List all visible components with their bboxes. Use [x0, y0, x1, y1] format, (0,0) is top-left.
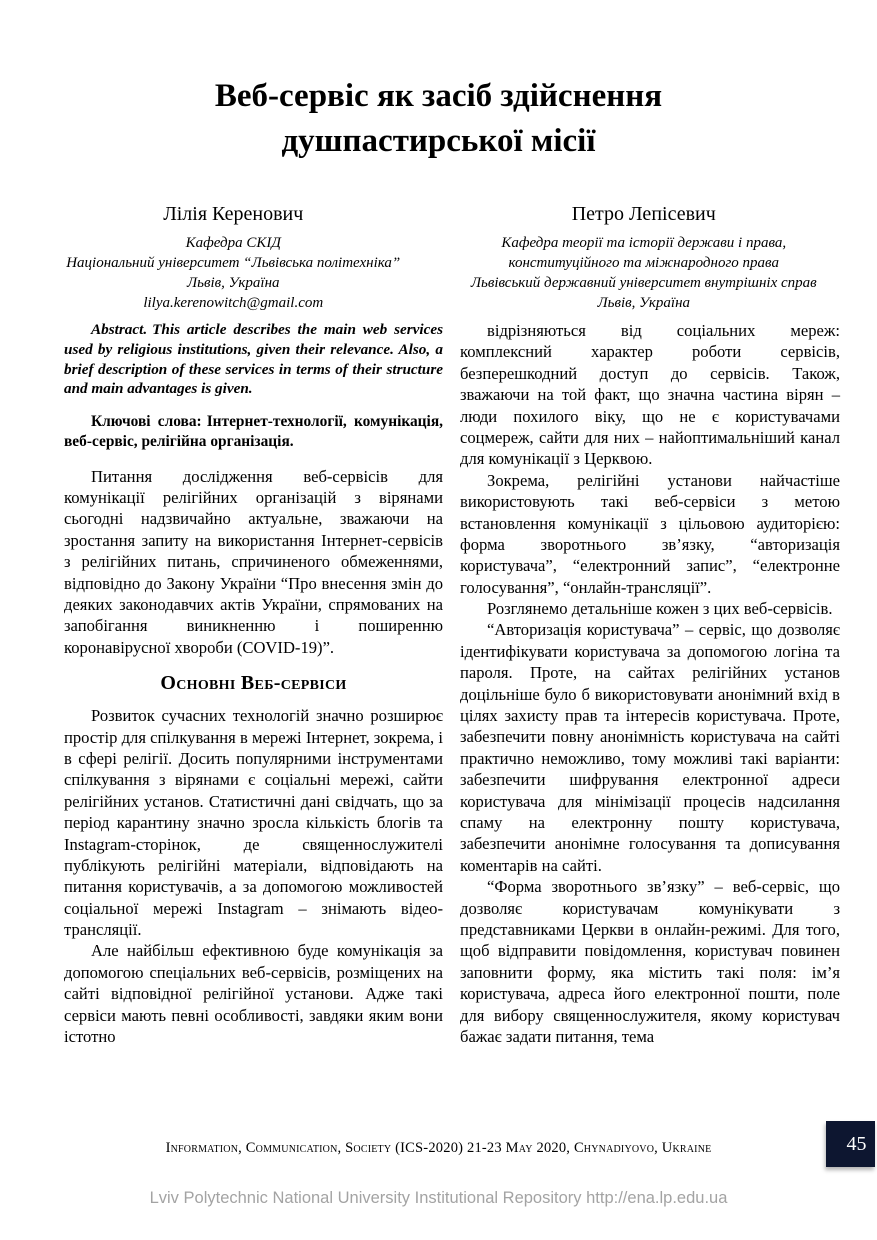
author-block-1 — [28, 203, 439, 314]
keywords — [64, 412, 443, 453]
section-heading: Основні Веб-сервіси — [160, 672, 347, 695]
abstract-label: Abstract. — [91, 321, 148, 338]
body-paragraph: Розвиток сучасних технологій значно розширює простір для спілкування в мережі Інтернет, зокрема, і в сфері релігії. Досить популярними інструментами спілкування з вірянами є соціальні мережі, сайти релігійних установ. Статистичні дані свідчать, що за період карантину значно зросла кількість блогів та Instagram-сторінок, де священнослужителі публікують релігійні матеріали, відповідають на питання користувачів, а за допомогою можливостей соціальної мережі Instagram – знімають відео-трансляції. — [64, 706, 443, 940]
keywords-text: Інтернет-технології, комунікація, веб-сервіс, релігійна організація. — [64, 413, 443, 451]
author-affiliation-line: Львів, Україна — [597, 294, 691, 311]
body-paragraph: Питання дослідження веб-сервісів для комунікації релігійних організацій з вірянами сьогодні надзвичайно актуальне, зважаючи на зростання запиту на використання Інтернет-сервісів з релігійних питань, спричиненого обмеженнями, відповідно до Закону України “Про внесення змін до деяких законодавчих актів України, спрямованих на запобігання виникненню і поширенню коронавірусної хвороби (COVID-19)”. — [64, 466, 443, 657]
body-paragraph: “Форма зворотнього зв’язку” – веб-сервіс, що дозволяє користувачам комунікувати з представниками Церкви в онлайн-режимі. Для того, щоб відправити повідомлення, користувач повинен заповнити форму, яка містить такі поля: ім’я користувача, адреса його електронної пошти, поле для вибору священнослужителя, якому користувач бажає задати питання, тема — [460, 877, 840, 1046]
body-paragraph: Розглянемо детальніше кожен з цих веб-сервісів. — [487, 599, 833, 619]
author-affiliation-line: Кафедра СКІД — [185, 235, 281, 251]
author-affiliation-line: Національний університет “Львівська політехніка” — [66, 254, 401, 271]
author-affiliation-line: Кафедра теорії та історії держави і права, — [501, 235, 787, 251]
abstract-text: This article describes the main web services used by religious institutions, given their relevance. Also, a brief description of these services in terms of their structure and main advantages is given. — [64, 321, 443, 398]
body-paragraph: Зокрема, релігійні установи найчастіше використовують такі веб-сервіси з метою встановлення комунікації з цільовою аудиторією: форма зворотнього зв’язку, “авторизація користувача”, “електронний запис”, “електронне голосування”, “онлайн-трансляції”. — [460, 470, 840, 597]
body-paragraph: відрізняються від соціальних мереж: комплексний характер роботи сервісів, безперешкодний доступ до сервісів. Також, зважаючи на той факт, що значна частина вірян – люди похилого віку, що не є користувачами соцмереж, сайти для них – найоптимальніший канал для комунікації з Церквою. — [460, 321, 840, 469]
body-paragraph: Але найбільш ефективною буде комунікація за допомогою спеціальних веб-сервісів, розміщених на сайті відповідної релігійної установи. Адже такі сервіси мають певні особливості, завдяки яким вони істотно — [64, 941, 443, 1047]
repository-footer: Lviv Polytechnic National University Institutional Repository http://ena.lp.edu.ua — [149, 1189, 728, 1207]
authors-row — [28, 203, 849, 314]
page-number-badge: 45 — [826, 1121, 875, 1167]
author-name: Петро Лепісевич — [571, 203, 716, 225]
author-affiliation-line: Львівський державний університет внутрішніх справ — [470, 274, 817, 291]
body-columns — [64, 320, 840, 1047]
paper-title: Веб-сервіс як засіб здійснення душпастирської місії — [214, 78, 663, 159]
keywords-label: Ключові слова: — [91, 413, 202, 430]
author-name: Лілія Керенович — [163, 203, 304, 225]
body-paragraph: “Авторизація користувача” – сервіс, що дозволяє ідентифікувати користувача за допомогою логіна та пароля. Проте, на сайтах релігійних установ доцільніше було б використовувати анонімний вхід в цілях захисту прав та інтересів користувача. Проте, забезпечити повну анонімність користувача на сайті практично неможливо, тому можливі такі варіанти: забезпечити шифрування електронної адреси користувача для мінімізації процесів надсилання спаму на електронну пошту користувача, забезпечити анонімне голосування та дописування коментарів на сайті. — [460, 620, 840, 875]
abstract — [64, 320, 443, 399]
author-block-2 — [439, 203, 850, 314]
author-email: lilya.kerenowitch@gmail.com — [143, 294, 324, 311]
author-affiliation-line: Львів, Україна — [186, 274, 280, 291]
right-column — [460, 320, 840, 1047]
left-column — [64, 320, 443, 1047]
author-affiliation-line: конституційного та міжнародного права — [508, 254, 779, 271]
conference-footer: Information, Communication, Society (ICS-2020) 21-23 May 2020, Chynadiyovo, Ukraine — [165, 1140, 712, 1156]
